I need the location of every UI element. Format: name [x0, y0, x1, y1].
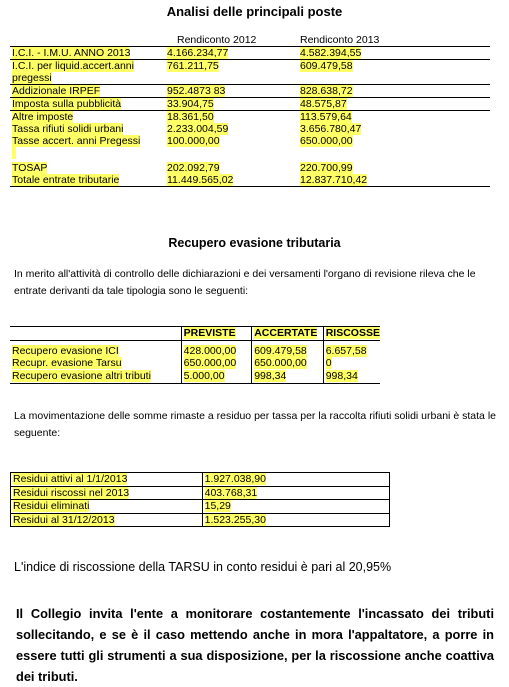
value-2012: 2.233.004,59 — [167, 123, 229, 135]
table-row — [10, 162, 490, 174]
header-cell — [10, 327, 181, 341]
value-2013: 4.582.394,55 — [300, 47, 362, 59]
principal-items-table — [10, 34, 490, 187]
residui-paragraph: La movimentazione delle somme rimaste a residuo per tassa per la raccolta rifiuti solidi urbani è stata le seguente: — [14, 410, 496, 439]
row-label: TOSAP — [12, 162, 48, 174]
table-row — [10, 47, 490, 60]
row-value: 1.927.038,90 — [204, 473, 266, 485]
row-label: Addizionale IRPEF — [12, 85, 101, 97]
header-cell: ACCERTATE — [254, 327, 318, 339]
header-cell: Rendiconto 2013 — [298, 34, 490, 47]
riscosse-value: 6.657,58 — [325, 344, 367, 357]
value-2012: 18.361,50 — [167, 111, 214, 123]
header-cell: RISCOSSE — [325, 327, 380, 339]
table-row — [10, 85, 490, 98]
row-label: Residui eliminati — [13, 500, 90, 512]
value-2012: 952.4873 83 — [167, 85, 226, 97]
value-2013: 3.656.780,47 — [300, 123, 362, 135]
value-2013: 828.638,72 — [300, 85, 353, 97]
row-value: 403.768,31 — [204, 486, 258, 499]
table-row — [10, 135, 490, 147]
page-title: Analisi delle principali poste — [166, 4, 343, 19]
value-2013: 220.700,99 — [300, 162, 353, 174]
header-cell: Rendiconto 2012 — [165, 34, 298, 47]
row-label: Recupero evasione altri tributi — [12, 369, 151, 382]
accertate-value: 998,34 — [254, 369, 287, 382]
value-2013: 12.837.710,42 — [300, 174, 368, 186]
row-label: Residui riscossi nel 2013 — [13, 486, 130, 499]
row-label: Altre imposte — [12, 111, 74, 123]
residui-table — [10, 472, 390, 527]
row-label: Imposta sulla pubblicità — [12, 98, 122, 110]
value-2013: 609.479,58 — [300, 60, 353, 72]
value-2012: 33.904,75 — [167, 98, 214, 110]
value-2012: 202.092,79 — [167, 162, 220, 174]
value-2012: 4.166.234,77 — [167, 47, 229, 59]
table-row — [11, 500, 390, 514]
conclusion-paragraph: Il Collegio invita l'ente a monitorare costantemente l'incassato dei tributi sollecitando, e se è il caso mettendo anche in mora l'appaltatore, a porre in essere tutti gli strumenti a sua disposizione, per la riscossione anche coattiva dei tributi. — [16, 606, 494, 684]
value-2012: 11.449.565,02 — [167, 174, 234, 186]
table-row — [10, 111, 490, 124]
row-label: Totale entrate tributarie — [12, 174, 120, 186]
tarsu-index-text: L'indice di riscossione della TARSU in conto residui è pari al 20,95% — [14, 560, 392, 574]
row-value: 15,29 — [204, 500, 231, 512]
value-2012: 100.000,00 — [167, 135, 220, 147]
previste-value: 5.000,00 — [183, 369, 225, 382]
row-label: Recupr. evasione Tarsu — [12, 356, 122, 369]
previste-value: 428.000,00 — [183, 344, 237, 357]
value-2013: 48.575,87 — [300, 98, 347, 110]
row-label: Recupero evasione ICI — [12, 344, 119, 357]
spacer-row — [10, 147, 490, 162]
intro-paragraph: In merito all'attività di controllo delle dichiarazioni e dei versamenti l'organo di revisione rileva che le entrate derivanti da tale tipologia sono le seguenti: — [14, 268, 476, 297]
accertate-value: 609.479,58 — [254, 344, 307, 357]
value-2012: 761.211,75 — [167, 60, 219, 72]
row-label: Residui al 31/12/2013 — [13, 513, 115, 526]
table-row — [10, 357, 380, 370]
accertate-value: 650.000,00 — [254, 356, 307, 369]
header-cell: PREVISTE — [183, 327, 236, 339]
table-row — [10, 370, 380, 384]
tax-evasion-table — [10, 326, 380, 384]
row-label: Residui attivi al 1/1/2013 — [13, 473, 128, 485]
table-row — [10, 341, 380, 357]
row-value: 1.523.255,30 — [204, 513, 266, 526]
table-header-row — [10, 34, 490, 47]
value-2013: 650.000,00 — [300, 135, 353, 147]
row-label: Tasse accert. anni Pregessi — [12, 135, 141, 147]
riscosse-value: 998,34 — [325, 369, 358, 382]
table-header-row — [10, 327, 380, 341]
riscosse-value: 0 — [325, 356, 332, 369]
row-label: Tassa rifiuti solidi urbani — [12, 123, 124, 135]
table-row — [10, 98, 490, 111]
table-row — [11, 486, 390, 500]
previste-value: 650.000,00 — [183, 356, 237, 369]
row-label: I.C.I. per liquid.accert.anni pregessi — [12, 60, 134, 84]
header-cell — [10, 34, 165, 47]
section-title: Recupero evasione tributaria — [168, 236, 341, 250]
row-label: I.C.I. - I.M.U. ANNO 2013 — [12, 47, 131, 59]
table-row — [11, 513, 390, 527]
table-row — [10, 123, 490, 135]
table-row — [11, 473, 390, 487]
value-2013: 113.579,64 — [300, 111, 352, 123]
table-row — [10, 60, 490, 85]
table-row — [10, 174, 490, 187]
